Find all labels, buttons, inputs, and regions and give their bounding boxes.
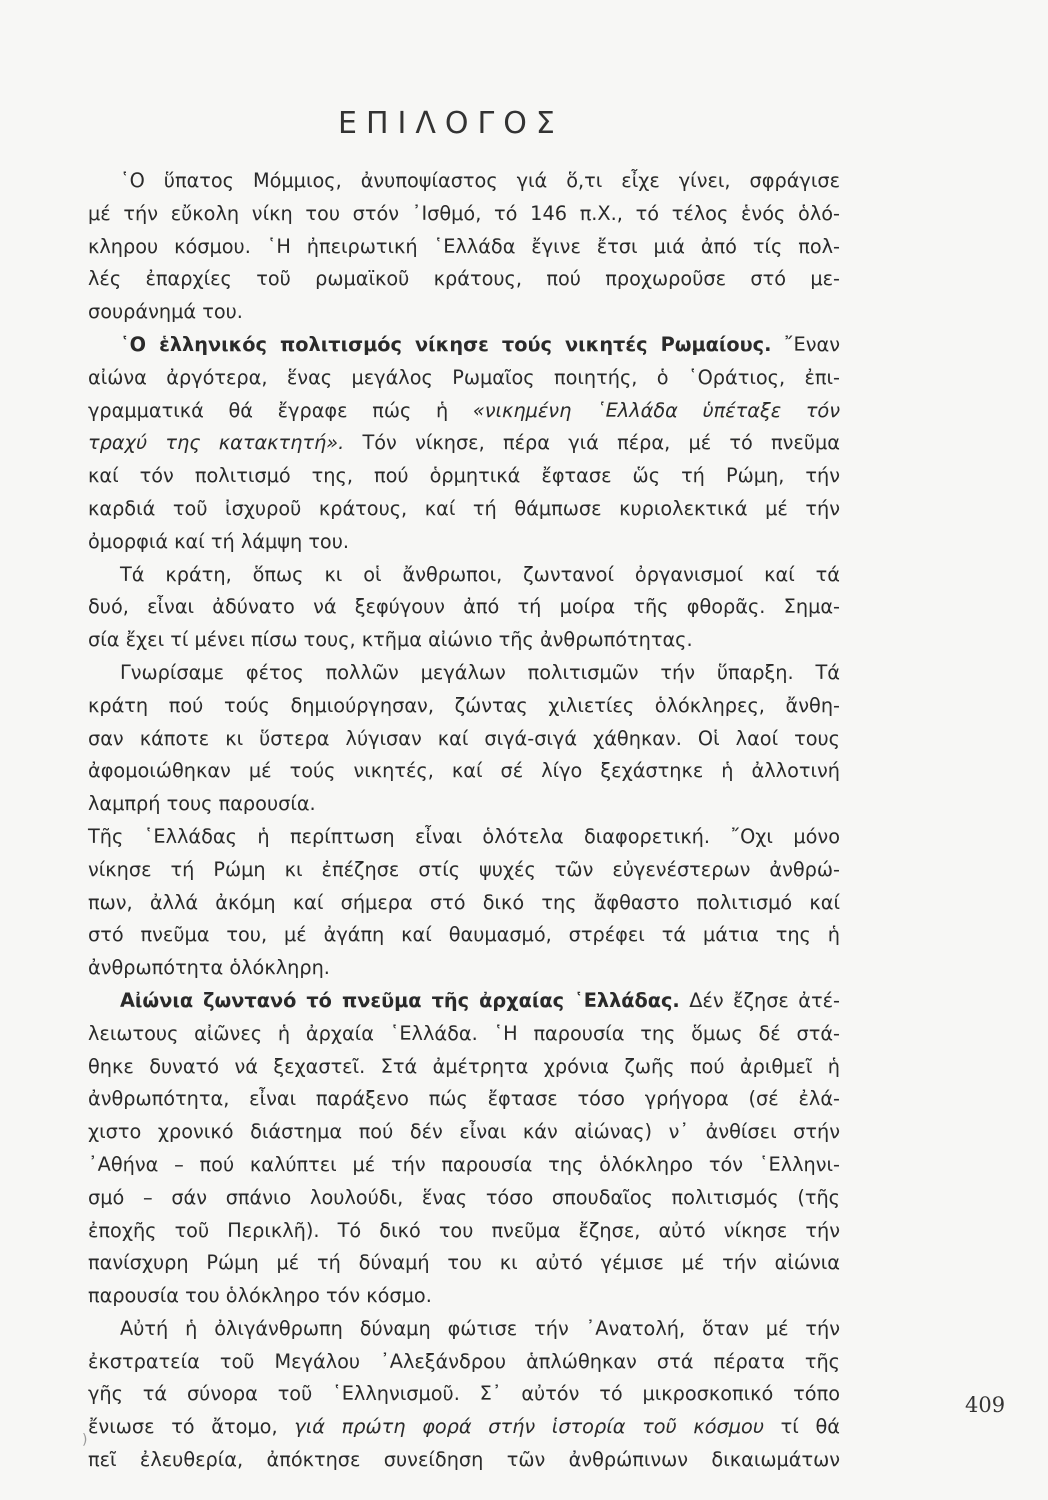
chapter-title: ΕΠΙΛΟΓΟΣ	[338, 106, 564, 141]
text-line	[88, 329, 840, 362]
text-run: Τόν νίκησε, πέρα γιά πέρα, μέ τό πνεῦμα	[344, 431, 840, 455]
text-line	[88, 395, 840, 428]
text-run: λαμπρή τους παρουσία.	[88, 792, 316, 816]
text-line	[88, 952, 840, 985]
text-run: παρουσία του ὁλόκληρο τόν κόσμο.	[88, 1284, 432, 1308]
text-run: αἰώνα ἀργότερα, ἕνας μεγάλος Ρωμαῖος ποιητής, ὁ ῾Οράτιος, ἐπι-	[88, 365, 840, 389]
text-line	[88, 427, 840, 460]
text-line	[88, 1346, 840, 1379]
text-run: λειωτους αἰῶνες ἡ ἀρχαία ῾Ελλάδα. ῾Η παρουσία της ὅμως δέ στά-	[88, 1021, 840, 1045]
text-run: τί θά	[763, 1415, 841, 1439]
text-run: ῎Εναν	[771, 332, 840, 356]
text-line	[88, 1215, 840, 1248]
text-run: πανίσχυρη Ρώμη μέ τή δύναμή του κι αὐτό γέμισε μέ τήν αἰώνια	[88, 1251, 840, 1275]
text-line	[88, 657, 840, 690]
text-run: ῾Ο ὕπατος Μόμμιος, ἀνυποψίαστος γιά ὅ,τι εἶχε γίνει, σφράγισε	[120, 169, 840, 192]
text-run: Αὐτή ἡ ὀλιγάνθρωπη δύναμη φώτισε τήν ᾿Ανατολή, ὅταν μέ τήν	[120, 1316, 840, 1340]
text-line	[88, 624, 840, 657]
text-line	[88, 362, 840, 395]
text-line	[88, 1083, 840, 1116]
text-line	[88, 788, 840, 821]
text-run: κληρου κόσμου. ῾Η ἠπειρωτική ῾Ελλάδα ἔγινε ἔτσι μιά ἀπό τίς πολ-	[88, 234, 840, 258]
text-run: ᾿Αθήνα – πού καλύπτει μέ τήν παρουσία της ὁλόκληρο τόν ῾Ελληνι-	[88, 1152, 840, 1176]
text-line	[88, 821, 840, 854]
text-run: χιστο χρονικό διάστημα πού δέν εἶναι κάν αἰώνας) ν᾿ ἀνθίσει στήν	[88, 1120, 840, 1144]
text-line	[88, 854, 840, 887]
text-line	[88, 263, 840, 296]
text-line	[88, 1182, 840, 1215]
text-run: σία ἔχει τί μένει πίσω τους, κτῆμα αἰώνιο τῆς ἀνθρωπότητας.	[88, 628, 693, 652]
text-run: γραμματικά θά ἔγραφε πώς ἡ	[88, 398, 473, 422]
text-line	[88, 1444, 840, 1477]
text-run: νίκησε τή Ρώμη κι ἐπέζησε στίς ψυχές τῶν εὐγενέστερων ἀνθρώ-	[88, 857, 840, 881]
text-run: ὀμορφιά καί τή λάμψη του.	[88, 529, 350, 553]
text-run: πων, ἀλλά ἀκόμη καί σήμερα στό δικό της ἄφθαστο πολιτισμό καί	[88, 890, 840, 914]
body-text	[88, 165, 840, 1477]
text-run: θηκε δυνατό νά ξεχαστεῖ. Στά ἀμέτρητα χρόνια ζωῆς πού ἀριθμεῖ ἡ	[88, 1054, 840, 1078]
text-line	[88, 1247, 840, 1280]
text-line	[88, 296, 840, 329]
text-run: μέ τήν εὔκολη νίκη του στόν ᾿Ισθμό, τό 146 π.Χ., τό τέλος ἑνός ὁλό-	[88, 201, 840, 225]
text-run: ἀνθρωπότητα, εἶναι παράξενο πώς ἔφτασε τόσο γρήγορα (σέ ἐλά-	[88, 1087, 840, 1111]
text-line	[88, 723, 840, 756]
text-line	[88, 1018, 840, 1051]
text-run: ἐποχῆς τοῦ Περικλῆ). Τό δικό του πνεῦμα ἔζησε, αὐτό νίκησε τήν	[88, 1218, 840, 1242]
text-line	[88, 493, 840, 526]
page-number: 409	[965, 1393, 1006, 1417]
text-run: ἔνιωσε τό ἄτομο,	[88, 1415, 295, 1439]
text-line	[88, 1313, 840, 1346]
text-line	[88, 1051, 840, 1084]
text-line	[88, 559, 840, 592]
text-line	[88, 1280, 840, 1313]
text-run: πεῖ ἐλευθερία, ἀπόκτησε συνείδηση τῶν ἀνθρώπινων δικαιωμάτων	[88, 1448, 840, 1472]
text-line	[88, 198, 840, 231]
book-page	[88, 0, 840, 1500]
text-line	[88, 985, 840, 1018]
bold-heading: Αἰώνια ζωντανό τό πνεῦμα τῆς ἀρχαίας ῾Ελλάδας.	[120, 988, 680, 1012]
text-run: σμό – σάν σπάνιο λουλούδι, ἕνας τόσο σπουδαῖος πολιτισμός (τῆς	[88, 1185, 840, 1209]
text-line	[88, 591, 840, 624]
margin-mark: )	[82, 1432, 88, 1448]
text-line	[88, 460, 840, 493]
text-run: σουράνημά του.	[88, 300, 243, 324]
text-line	[88, 526, 840, 559]
text-line	[88, 1149, 840, 1182]
text-line	[88, 1378, 840, 1411]
text-line	[88, 755, 840, 788]
text-line	[88, 165, 840, 198]
text-line	[88, 231, 840, 264]
text-run: λές ἐπαρχίες τοῦ ρωμαϊκοῦ κράτους, πού προχωροῦσε στό με-	[88, 267, 840, 291]
text-line	[88, 887, 840, 920]
text-line	[88, 919, 840, 952]
text-run: κράτη πού τούς δημιούργησαν, ζώντας χιλιετίες ὁλόκληρες, ἄνθη-	[88, 693, 840, 717]
text-run: σαν κάποτε κι ὕστερα λύγισαν καί σιγά-σιγά χάθηκαν. Οἱ λαοί τους	[88, 726, 840, 750]
text-run: Γνωρίσαμε φέτος πολλῶν μεγάλων πολιτισμῶν τήν ὕπαρξη. Τά	[120, 660, 840, 684]
text-run: ἐκστρατεία τοῦ Μεγάλου ᾿Αλεξάνδρου ἁπλώθηκαν στά πέρατα τῆς	[88, 1349, 840, 1373]
text-run: δυό, εἶναι ἀδύνατο νά ξεφύγουν ἀπό τή μοίρα τῆς φθορᾶς. Σημα-	[88, 595, 840, 619]
text-line	[88, 1411, 840, 1444]
text-run: Τῆς ῾Ελλάδας ἡ περίπτωση εἶναι ὁλότελα διαφορετική. ῎Οχι μόνο	[88, 824, 840, 848]
text-line	[88, 1116, 840, 1149]
text-run: ἀφομοιώθηκαν μέ τούς νικητές, καί σέ λίγο ξεχάστηκε ἡ ἀλλοτινή	[88, 759, 840, 783]
text-run: Δέν ἔζησε ἀτέ-	[679, 988, 840, 1012]
text-run: γῆς τά σύνορα τοῦ ῾Ελληνισμοῦ. Σ᾿ αὐτόν τό μικροσκοπικό τόπο	[88, 1382, 840, 1406]
text-line	[88, 690, 840, 723]
italic-text: τραχύ της κατακτητή».	[88, 431, 345, 455]
italic-text: «νικημένη ῾Ελλάδα ὑπέταξε τόν	[472, 398, 840, 422]
text-run: στό πνεῦμα του, μέ ἀγάπη καί θαυμασμό, στρέφει τά μάτια της ἡ	[88, 923, 840, 947]
text-run: ἀνθρωπότητα ὁλόκληρη.	[88, 956, 330, 980]
italic-text: γιά πρώτη φορά στήν ἱστορία τοῦ κόσμου	[294, 1415, 764, 1439]
text-run: Τά κράτη, ὅπως κι οἱ ἄνθρωποι, ζωντανοί ὀργανισμοί καί τά	[120, 562, 840, 586]
bold-heading: ῾Ο ἑλληνικός πολιτισμός νίκησε τούς νικητές Ρωμαίους.	[120, 332, 772, 356]
text-run: καρδιά τοῦ ἰσχυροῦ κράτους, καί τή θάμπωσε κυριολεκτικά μέ τήν	[88, 496, 840, 520]
text-run: καί τόν πολιτισμό της, πού ὁρμητικά ἔφτασε ὥς τή Ρώμη, τήν	[88, 464, 840, 488]
